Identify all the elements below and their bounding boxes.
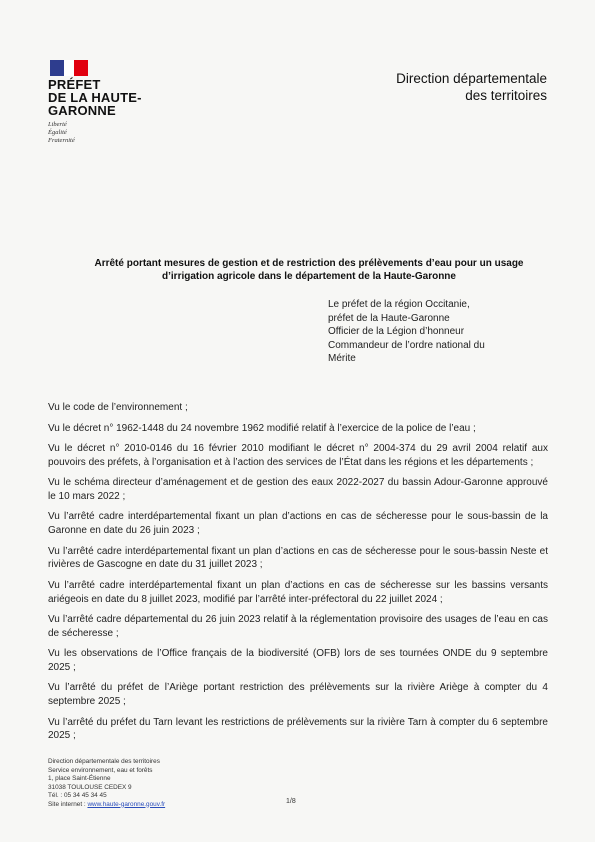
- prefet-line: DE LA HAUTE-: [48, 90, 142, 105]
- republic-motto: [48, 121, 168, 145]
- page-number: 1/8: [286, 798, 296, 805]
- prefect-titles: [328, 298, 485, 366]
- prefect-line: Le préfet de la région Occitanie,: [328, 299, 470, 310]
- direction-line: des territoires: [465, 88, 547, 103]
- footer-line: 31038 TOULOUSE CEDEX 9: [48, 783, 132, 791]
- consideration-item: Vu le schéma directeur d’aménagement et de gestion des eaux 2022-2027 du bassin Adour-Garonne approuvé le 10 mars 2022 ;: [48, 477, 548, 502]
- prefect-line: Commandeur de l’ordre national du: [328, 339, 485, 351]
- direction-heading: [396, 70, 547, 104]
- footer-line: Direction départementale des territoires: [48, 758, 160, 765]
- consideration-item: Vu les observations de l’Office français de la biodiversité (OFB) lors de ses tournées ONDE du 9 septembre 2025 ;: [48, 648, 548, 673]
- footer-site-line: [48, 801, 165, 810]
- motto-line: Liberté: [48, 121, 67, 128]
- title-line: d’irrigation agricole dans le département de la Haute-Garonne: [162, 271, 456, 282]
- title-line: Arrêté portant mesures de gestion et de restriction des prélèvements d’eau pour un usage: [94, 258, 524, 269]
- footer-line: 1, place Saint-Étienne: [48, 775, 111, 782]
- footer-site-label: Site internet :: [48, 800, 88, 808]
- consideration-item: Vu le décret n° 1962-1448 du 24 novembre 1962 modifié relatif à l’exercice de la police de l’eau ;: [48, 422, 476, 434]
- consideration-item: Vu l’arrêté cadre interdépartemental fixant un plan d’actions en cas de sécheresse sur les bassins versants ariégeois en date du 8 juillet 2023, modifié par l’arrêté inter-préfectoral du 22 juillet 2024 ;: [48, 579, 548, 605]
- prefect-line: préfet de la Haute-Garonne: [328, 312, 450, 324]
- footer-address: [48, 758, 165, 809]
- prefet-line: PRÉFET: [48, 77, 101, 92]
- direction-line: Direction départementale: [396, 71, 547, 86]
- consideration-item: Vu l’arrêté du préfet du Tarn levant les restrictions de prélèvements sur la rivière Tarn à compter du 6 septembre 2025 ;: [48, 716, 548, 742]
- consideration-item: Vu l’arrêté cadre interdépartemental fixant un plan d’actions en cas de sécheresse pour le sous-bassin Neste et rivières de Gascogne en date du 31 juillet 2023 ;: [48, 545, 548, 571]
- motto-line: Égalité: [48, 129, 67, 136]
- consideration-item: Vu l’arrêté cadre interdépartemental fixant un plan d’actions en cas de sécheresse pour le sous-bassin de la Garonne en date du 26 juin 2023 ;: [48, 511, 548, 537]
- website-link[interactable]: www.haute-garonne.gouv.fr: [87, 800, 166, 808]
- prefet-name: [48, 78, 168, 117]
- consideration-item: Vu l’arrêté cadre départemental du 26 juin 2023 relatif à la réglementation provisoire des usages de l’eau en cas de sécheresse ;: [48, 614, 548, 639]
- prefect-line: Mérite: [328, 353, 356, 364]
- marianne-flag-icon: [50, 60, 88, 76]
- document-title: [44, 257, 574, 283]
- consideration-item: Vu le décret n° 2010-0146 du 16 février 2010 modifiant le décret n° 2004-374 du 29 avril 2004 relatif aux pouvoirs des préfets, à l’organisation et à l’action des services de l’État dans les régions et les départements ;: [48, 443, 548, 468]
- prefect-line: Officier de la Légion d’honneur: [328, 326, 465, 337]
- prefecture-logo: [48, 60, 168, 145]
- consideration-item: Vu le code de l’environnement ;: [48, 402, 188, 413]
- motto-line: Fraternité: [48, 137, 75, 144]
- consideration-item: Vu l’arrêté du préfet de l’Ariège portant restriction des prélèvements sur la rivière Ariège à compter du 4 septembre 2025 ;: [48, 682, 548, 708]
- footer-line: Tél. : 05 34 45 34 45: [48, 792, 107, 799]
- prefet-line: GARONNE: [48, 103, 116, 118]
- considerations-list: [48, 401, 548, 750]
- footer-line: Service environnement, eau et forêts: [48, 766, 153, 774]
